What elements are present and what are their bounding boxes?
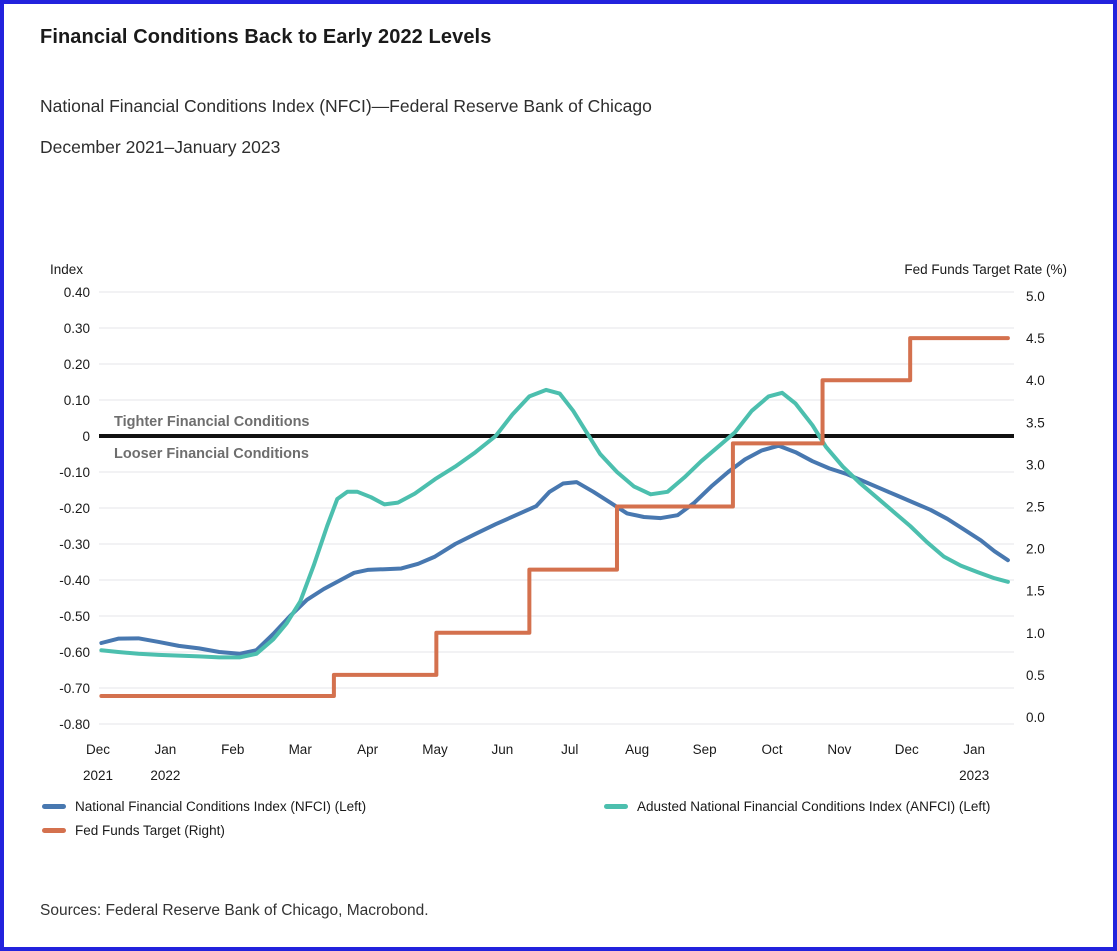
right-axis-tick-label: 5.0 xyxy=(1026,289,1045,304)
left-axis-tick-label: 0.20 xyxy=(63,357,90,372)
right-axis-tick-label: 2.5 xyxy=(1026,499,1045,515)
x-axis-tick-label: Mar xyxy=(288,742,312,757)
legend-label-anfci: Adusted National Financial Conditions Index (ANFCI) (Left) xyxy=(637,799,991,814)
legend-item-anfci xyxy=(604,799,1082,814)
x-axis-tick-label: Jun xyxy=(491,742,514,757)
x-axis-tick-label: Sep xyxy=(692,742,717,757)
chart-area xyxy=(4,254,1117,794)
right-axis-tick-label: 0.5 xyxy=(1026,667,1045,683)
sources-note: Sources: Federal Reserve Bank of Chicago, Macrobond. xyxy=(40,902,429,919)
anfci-line-swatch xyxy=(604,804,628,809)
x-axis-tick-label: Jan xyxy=(154,742,177,757)
left-axis-tick-label: -0.20 xyxy=(59,501,90,516)
right-axis-tick-label: 4.5 xyxy=(1026,331,1045,347)
chart-subtitle-line1: National Financial Conditions Index (NFCI)—Federal Reserve Bank of Chicago xyxy=(40,96,652,116)
anfci-line xyxy=(101,390,1008,657)
nfci-line xyxy=(101,446,1008,654)
right-axis-tick-label: 4.0 xyxy=(1026,373,1045,389)
chart-subtitle-line2: December 2021–January 2023 xyxy=(40,137,281,157)
left-axis-tick-label: 0.30 xyxy=(63,321,90,336)
x-axis-year-label: 2021 xyxy=(82,768,114,783)
x-axis-tick-label: Jan xyxy=(963,742,986,757)
x-axis-tick-label: Dec xyxy=(85,742,111,757)
legend-item-fedfunds xyxy=(42,823,604,838)
x-axis-tick-label: May xyxy=(422,742,448,757)
left-axis-tick-label: 0.10 xyxy=(63,393,90,408)
looser-conditions-annotation: Looser Financial Conditions xyxy=(114,446,309,462)
x-axis-year-label: 2023 xyxy=(959,768,990,783)
left-axis-tick-label: -0.60 xyxy=(59,645,90,660)
right-axis-tick-label: 3.5 xyxy=(1026,415,1045,431)
left-axis-tick-label: -0.70 xyxy=(59,681,90,696)
x-axis-tick-label: Aug xyxy=(625,742,650,757)
left-axis-tick-label: -0.10 xyxy=(59,465,90,480)
x-axis-tick-label: Oct xyxy=(761,742,783,757)
nfci-chart xyxy=(4,254,1117,794)
legend-item-nfci xyxy=(42,799,604,814)
left-axis-tick-label: -0.40 xyxy=(59,573,90,588)
left-axis-tick-label: 0 xyxy=(82,429,90,444)
left-axis-title: Index xyxy=(50,262,84,277)
right-axis-tick-label: 0.0 xyxy=(1026,710,1045,725)
legend-label-fedfunds: Fed Funds Target (Right) xyxy=(75,823,225,838)
x-axis-tick-label: Feb xyxy=(221,742,245,757)
tighter-conditions-annotation: Tighter Financial Conditions xyxy=(114,414,310,430)
right-axis-tick-label: 2.0 xyxy=(1026,541,1045,557)
nfci-line-swatch xyxy=(42,804,66,809)
left-axis-tick-label: -0.80 xyxy=(59,717,90,732)
right-axis-tick-label: 3.0 xyxy=(1026,457,1045,473)
x-axis-tick-label: Nov xyxy=(827,742,852,757)
legend-label-nfci: National Financial Conditions Index (NFCI) (Left) xyxy=(75,799,367,814)
x-axis-year-label: 2022 xyxy=(150,768,181,783)
chart-legend xyxy=(42,799,1082,838)
x-axis-tick-label: Apr xyxy=(357,742,379,757)
page-title: Financial Conditions Back to Early 2022 Levels xyxy=(40,26,492,48)
left-axis-tick-label: 0.40 xyxy=(63,285,90,300)
x-axis-tick-label: Dec xyxy=(894,742,919,757)
left-axis-tick-label: -0.30 xyxy=(59,537,90,552)
right-axis-tick-label: 1.5 xyxy=(1026,583,1045,599)
left-axis-tick-label: -0.50 xyxy=(59,609,90,624)
x-axis-tick-label: Jul xyxy=(561,742,579,757)
right-axis-tick-label: 1.0 xyxy=(1026,625,1045,641)
right-axis-title: Fed Funds Target Rate (%) xyxy=(904,262,1067,277)
fedfunds-line-swatch xyxy=(42,828,66,833)
